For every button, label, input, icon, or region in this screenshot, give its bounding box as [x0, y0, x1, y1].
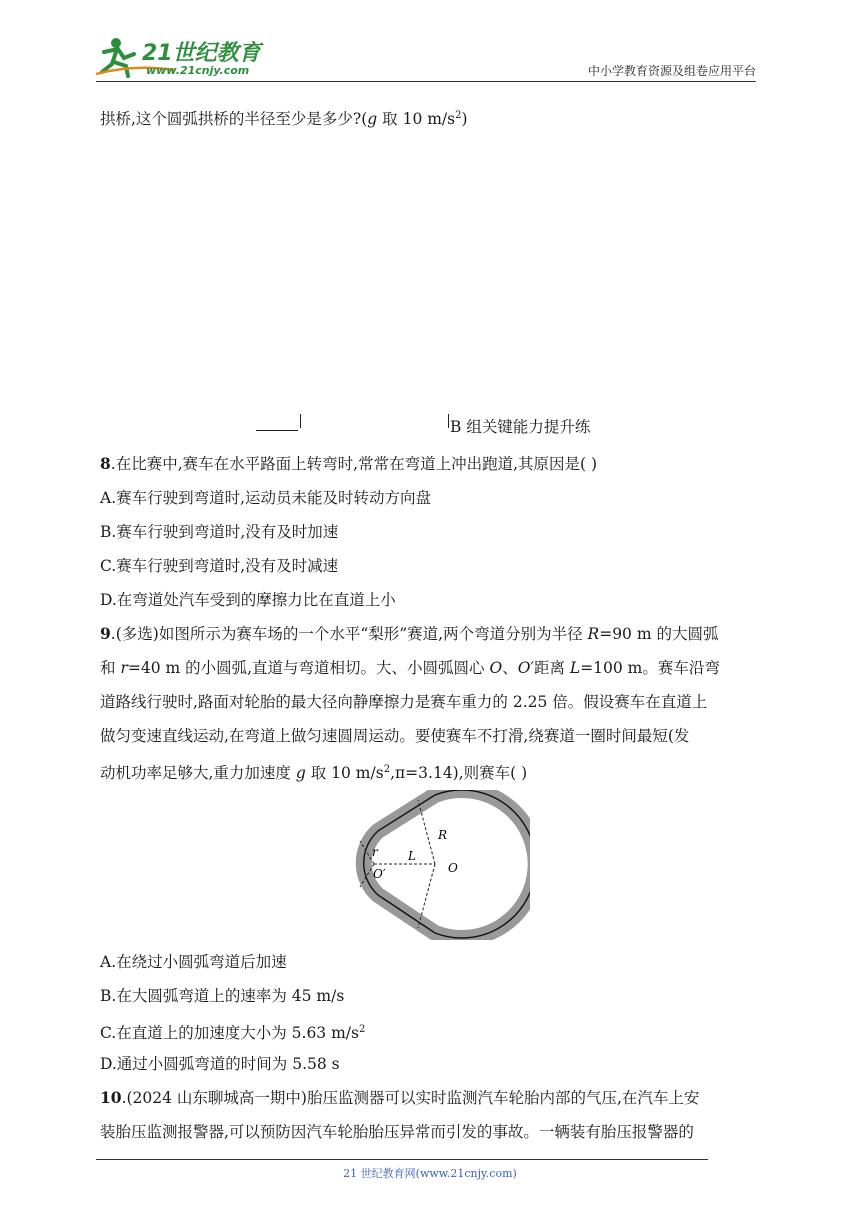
label-r: r	[372, 845, 378, 859]
q8-option-a: A.赛车行驶到弯道时,运动员未能及时转动方向盘	[100, 489, 432, 507]
section-tick-left	[300, 414, 301, 428]
label-O-prime: O′	[373, 867, 386, 881]
q8-stem: 8.在比赛中,赛车在水平路面上转弯时,常常在弯道上冲出跑道,其原因是( )	[100, 454, 598, 473]
section-decoration	[256, 430, 298, 431]
label-L: L	[408, 849, 416, 863]
q9-option-c: C.在直道上的加速度大小为 5.63 $m/s^2$	[100, 1024, 366, 1043]
section-tick-right	[448, 414, 449, 428]
q7-tail-line: 拱桥,这个圆弧拱桥的半径至少是多少?(g 取 10 $m/s^2$)	[100, 110, 468, 129]
footer-divider	[96, 1159, 708, 1160]
pear-track-figure	[330, 790, 530, 940]
q10-line-2: 装胎压监测报警器,可以预防因汽车轮胎胎压异常而引发的事故。一辆装有胎压报警器的	[100, 1123, 694, 1141]
footer-link[interactable]: 21 世纪教育网(www.21cnjy.com)	[343, 1167, 517, 1180]
header-platform-name: 中小学教育资源及组卷应用平台	[587, 64, 756, 78]
q8-option-b: B.赛车行驶到弯道时,没有及时加速	[100, 523, 339, 541]
label-R: R	[438, 828, 448, 842]
q9-option-a: A.在绕过小圆弧弯道后加速	[100, 953, 287, 971]
q9-line-1: 9.(多选)如图所示为赛车场的一个水平“梨形”赛道,两个弯道分别为半径 R=90 m 的大圆弧	[100, 624, 719, 643]
q9-option-b: B.在大圆弧弯道上的速率为 45 m/s	[100, 987, 345, 1005]
q9-line-3: 道路线行驶时,路面对轮胎的最大径向静摩擦力是赛车重力的 2.25 倍。假设赛车在直道上	[100, 693, 708, 711]
logo	[94, 34, 264, 80]
q10-line-1: 10.(2024 山东聊城高一期中)胎压监测器可以实时监测汽车轮胎内部的气压,在汽车上安	[100, 1088, 700, 1107]
track-band	[364, 790, 530, 938]
label-O: O	[448, 861, 458, 875]
logo-text: 21世纪教育	[142, 41, 261, 66]
q9-line-2: 和 r=40 m 的小圆弧,直道与弯道相切。大、小圆弧圆心 O、O′距离 L=100 m。赛车沿弯	[100, 659, 720, 677]
section-title: B 组关键能力提升练	[450, 418, 591, 436]
q8-option-d: D.在弯道处汽车受到的摩擦力比在直道上小	[100, 591, 396, 609]
q9-line-4: 做匀变速直线运动,在弯道上做匀速圆周运动。要使赛车不打滑,绕赛道一圈时间最短(发	[100, 727, 690, 745]
q9-line-5: 动机功率足够大,重力加速度 g 取 10 $m/s^2,\pi=3.14$),则赛车( )	[100, 764, 528, 783]
q8-option-c: C.赛车行驶到弯道时,没有及时减速	[100, 557, 339, 575]
logo-url: www.21cnjy.com	[146, 64, 250, 77]
header-divider	[96, 81, 756, 82]
q9-option-d: D.通过小圆弧弯道的时间为 5.58 s	[100, 1055, 340, 1073]
